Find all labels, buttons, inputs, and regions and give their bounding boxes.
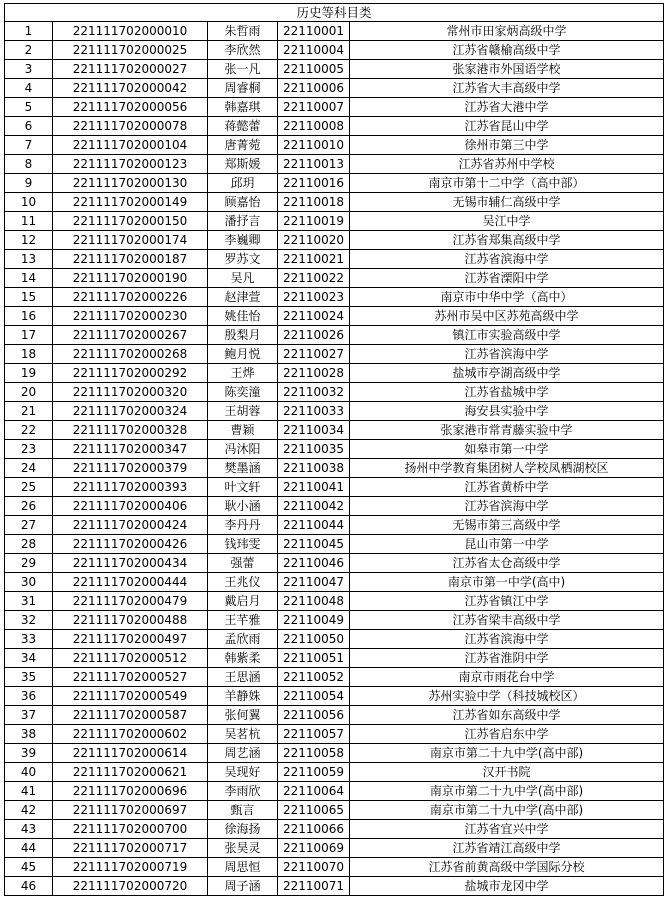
- cell-number[interactable]: 31: [5, 592, 53, 611]
- cell-school[interactable]: 吴江中学: [350, 212, 664, 231]
- cell-code[interactable]: 22110004: [278, 41, 350, 60]
- cell-code[interactable]: 22110046: [278, 554, 350, 573]
- cell-school[interactable]: 江苏省昆山中学: [350, 117, 664, 136]
- cell-number[interactable]: 25: [5, 478, 53, 497]
- table-row: [5, 307, 664, 326]
- cell-number[interactable]: 24: [5, 459, 53, 478]
- table-row: [5, 858, 664, 877]
- cell-school[interactable]: 张家港市外国语学校: [350, 60, 664, 79]
- cell-exam-id[interactable]: 221111702000056: [53, 98, 208, 117]
- cell-school[interactable]: 昆山市第一中学: [350, 535, 664, 554]
- table-row: [5, 117, 664, 136]
- cell-number[interactable]: 14: [5, 269, 53, 288]
- table-row: [5, 839, 664, 858]
- cell-number[interactable]: 44: [5, 839, 53, 858]
- cell-exam-id[interactable]: 221111702000393: [53, 478, 208, 497]
- table-body: [5, 4, 664, 896]
- cell-student-name[interactable]: 冯沐阳: [208, 440, 278, 459]
- cell-number[interactable]: 43: [5, 820, 53, 839]
- cell-code[interactable]: 22110016: [278, 174, 350, 193]
- cell-school[interactable]: 海安县实验中学: [350, 402, 664, 421]
- cell-school[interactable]: 镇江市实验高级中学: [350, 326, 664, 345]
- cell-exam-id[interactable]: 221111702000697: [53, 801, 208, 820]
- cell-number[interactable]: 7: [5, 136, 53, 155]
- cell-student-name[interactable]: 张一凡: [208, 60, 278, 79]
- cell-code[interactable]: 22110058: [278, 744, 350, 763]
- cell-school[interactable]: 张家港市常青藤实验中学: [350, 421, 664, 440]
- cell-exam-id[interactable]: 221111702000719: [53, 858, 208, 877]
- cell-code[interactable]: 22110065: [278, 801, 350, 820]
- cell-school[interactable]: 江苏省靖江高级中学: [350, 839, 664, 858]
- cell-school[interactable]: 江苏省滨海中学: [350, 345, 664, 364]
- cell-school[interactable]: 江苏省前黄高级中学国际分校: [350, 858, 664, 877]
- cell-number[interactable]: 11: [5, 212, 53, 231]
- cell-exam-id[interactable]: 221111702000717: [53, 839, 208, 858]
- table-row: [5, 41, 664, 60]
- cell-school[interactable]: 江苏省镇江中学: [350, 592, 664, 611]
- cell-code[interactable]: 22110019: [278, 212, 350, 231]
- cell-school[interactable]: 盐城市龙冈中学: [350, 877, 664, 896]
- cell-school[interactable]: 南京市第二十九中学(高中部): [350, 801, 664, 820]
- spreadsheet-sheet: [4, 3, 664, 896]
- table-row: [5, 535, 664, 554]
- cell-school[interactable]: 江苏省溧阳中学: [350, 269, 664, 288]
- cell-student-name[interactable]: 钱玮雯: [208, 535, 278, 554]
- cell-number[interactable]: 33: [5, 630, 53, 649]
- cell-number[interactable]: 17: [5, 326, 53, 345]
- cell-school[interactable]: 江苏省太仓高级中学: [350, 554, 664, 573]
- cell-school[interactable]: 江苏省苏州中学校: [350, 155, 664, 174]
- cell-number[interactable]: 36: [5, 687, 53, 706]
- cell-number[interactable]: 12: [5, 231, 53, 250]
- table-row: [5, 22, 664, 41]
- cell-number[interactable]: 45: [5, 858, 53, 877]
- cell-exam-id[interactable]: 221111702000130: [53, 174, 208, 193]
- cell-school[interactable]: 盐城市亭湖高级中学: [350, 364, 664, 383]
- cell-exam-id[interactable]: 221111702000512: [53, 649, 208, 668]
- cell-school[interactable]: 南京市第二十九中学(高中部): [350, 744, 664, 763]
- table-row: [5, 364, 664, 383]
- cell-exam-id[interactable]: 221111702000150: [53, 212, 208, 231]
- cell-school[interactable]: 江苏省淮阴中学: [350, 649, 664, 668]
- cell-exam-id[interactable]: 221111702000268: [53, 345, 208, 364]
- cell-code[interactable]: 22110051: [278, 649, 350, 668]
- cell-code[interactable]: 22110064: [278, 782, 350, 801]
- cell-code[interactable]: 22110006: [278, 79, 350, 98]
- table-row: [5, 630, 664, 649]
- table-row: [5, 231, 664, 250]
- table-row: [5, 288, 664, 307]
- cell-number[interactable]: 26: [5, 497, 53, 516]
- cell-student-name[interactable]: 朱哲雨: [208, 22, 278, 41]
- cell-exam-id[interactable]: 221111702000027: [53, 60, 208, 79]
- cell-exam-id[interactable]: 221111702000292: [53, 364, 208, 383]
- table-row: [5, 193, 664, 212]
- cell-exam-id[interactable]: 221111702000328: [53, 421, 208, 440]
- table-row: [5, 611, 664, 630]
- cell-number[interactable]: 32: [5, 611, 53, 630]
- cell-number[interactable]: 19: [5, 364, 53, 383]
- cell-number[interactable]: 22: [5, 421, 53, 440]
- table-row: [5, 592, 664, 611]
- cell-code[interactable]: 22110010: [278, 136, 350, 155]
- cell-student-name[interactable]: 周思恒: [208, 858, 278, 877]
- table-row: [5, 478, 664, 497]
- cell-code[interactable]: 22110005: [278, 60, 350, 79]
- cell-code[interactable]: 22110020: [278, 231, 350, 250]
- cell-code[interactable]: 22110057: [278, 725, 350, 744]
- cell-code[interactable]: 22110035: [278, 440, 350, 459]
- cell-number[interactable]: 4: [5, 79, 53, 98]
- cell-number[interactable]: 20: [5, 383, 53, 402]
- cell-code[interactable]: 22110056: [278, 706, 350, 725]
- cell-code[interactable]: 22110038: [278, 459, 350, 478]
- cell-school[interactable]: 江苏省启东中学: [350, 725, 664, 744]
- cell-code[interactable]: 22110024: [278, 307, 350, 326]
- cell-number[interactable]: 6: [5, 117, 53, 136]
- cell-number[interactable]: 46: [5, 877, 53, 896]
- cell-code[interactable]: 22110018: [278, 193, 350, 212]
- cell-student-name[interactable]: 孟欣雨: [208, 630, 278, 649]
- cell-student-name[interactable]: 王兆仪: [208, 573, 278, 592]
- cell-exam-id[interactable]: 221111702000078: [53, 117, 208, 136]
- cell-exam-id[interactable]: 221111702000696: [53, 782, 208, 801]
- cell-code[interactable]: 22110023: [278, 288, 350, 307]
- cell-student-name[interactable]: 周艺涵: [208, 744, 278, 763]
- cell-student-name[interactable]: 甄言: [208, 801, 278, 820]
- cell-school[interactable]: 江苏省郑集高级中学: [350, 231, 664, 250]
- cell-code[interactable]: 22110034: [278, 421, 350, 440]
- table-row: [5, 383, 664, 402]
- cell-student-name[interactable]: 李雨欣: [208, 782, 278, 801]
- cell-school[interactable]: 无锡市第三高级中学: [350, 516, 664, 535]
- cell-student-name[interactable]: 周睿桐: [208, 79, 278, 98]
- table-row: [5, 155, 664, 174]
- cell-school[interactable]: 江苏省如东高级中学: [350, 706, 664, 725]
- cell-school[interactable]: 江苏省滨海中学: [350, 250, 664, 269]
- cell-student-name[interactable]: 王思涵: [208, 668, 278, 687]
- cell-school[interactable]: 南京市雨花台中学: [350, 668, 664, 687]
- cell-exam-id[interactable]: 221111702000720: [53, 877, 208, 896]
- cell-student-name[interactable]: 李丹丹: [208, 516, 278, 535]
- table-row: [5, 554, 664, 573]
- table-title[interactable]: 历史等科目类: [5, 4, 664, 22]
- cell-student-name[interactable]: 樊墨涵: [208, 459, 278, 478]
- cell-student-name[interactable]: 曹颖: [208, 421, 278, 440]
- cell-exam-id[interactable]: 221111702000621: [53, 763, 208, 782]
- cell-number[interactable]: 40: [5, 763, 53, 782]
- cell-code[interactable]: 22110013: [278, 155, 350, 174]
- cell-code[interactable]: 22110042: [278, 497, 350, 516]
- table-row: [5, 668, 664, 687]
- cell-student-name[interactable]: 潘抒言: [208, 212, 278, 231]
- cell-code[interactable]: 22110059: [278, 763, 350, 782]
- cell-school[interactable]: 江苏省盐城中学: [350, 383, 664, 402]
- cell-school[interactable]: 江苏省大丰高级中学: [350, 79, 664, 98]
- table-row: [5, 820, 664, 839]
- cell-student-name[interactable]: 戴启月: [208, 592, 278, 611]
- student-table: [4, 3, 664, 896]
- cell-school[interactable]: 南京市第二十九中学(高中部): [350, 782, 664, 801]
- cell-exam-id[interactable]: 221111702000347: [53, 440, 208, 459]
- cell-code[interactable]: 22110071: [278, 877, 350, 896]
- cell-exam-id[interactable]: 221111702000230: [53, 307, 208, 326]
- cell-exam-id[interactable]: 221111702000320: [53, 383, 208, 402]
- cell-code[interactable]: 22110044: [278, 516, 350, 535]
- cell-student-name[interactable]: 鲍月悦: [208, 345, 278, 364]
- cell-exam-id[interactable]: 221111702000149: [53, 193, 208, 212]
- table-row: [5, 60, 664, 79]
- table-row: [5, 421, 664, 440]
- table-row: [5, 763, 664, 782]
- cell-number[interactable]: 28: [5, 535, 53, 554]
- table-row: [5, 877, 664, 896]
- table-row: [5, 725, 664, 744]
- cell-student-name[interactable]: 蒋懿蕾: [208, 117, 278, 136]
- cell-code[interactable]: 22110008: [278, 117, 350, 136]
- cell-student-name[interactable]: 陈奕潼: [208, 383, 278, 402]
- table-row: [5, 345, 664, 364]
- cell-student-name[interactable]: 韩嘉琪: [208, 98, 278, 117]
- table-row: [5, 98, 664, 117]
- cell-exam-id[interactable]: 221111702000406: [53, 497, 208, 516]
- cell-student-name[interactable]: 王烨: [208, 364, 278, 383]
- cell-number[interactable]: 42: [5, 801, 53, 820]
- cell-exam-id[interactable]: 221111702000104: [53, 136, 208, 155]
- cell-school[interactable]: 南京市第十二中学（高中部）: [350, 174, 664, 193]
- table-row: [5, 326, 664, 345]
- cell-exam-id[interactable]: 221111702000324: [53, 402, 208, 421]
- cell-exam-id[interactable]: 221111702000424: [53, 516, 208, 535]
- cell-code[interactable]: 22110045: [278, 535, 350, 554]
- cell-school[interactable]: 汉开书院: [350, 763, 664, 782]
- cell-number[interactable]: 23: [5, 440, 53, 459]
- cell-code[interactable]: 22110069: [278, 839, 350, 858]
- cell-school[interactable]: 江苏省宜兴中学: [350, 820, 664, 839]
- table-row: [5, 174, 664, 193]
- cell-student-name[interactable]: 李巍卿: [208, 231, 278, 250]
- cell-exam-id[interactable]: 221111702000434: [53, 554, 208, 573]
- cell-student-name[interactable]: 强蕾: [208, 554, 278, 573]
- cell-code[interactable]: 22110047: [278, 573, 350, 592]
- cell-exam-id[interactable]: 221111702000267: [53, 326, 208, 345]
- table-row: [5, 459, 664, 478]
- cell-number[interactable]: 39: [5, 744, 53, 763]
- cell-exam-id[interactable]: 221111702000587: [53, 706, 208, 725]
- cell-exam-id[interactable]: 221111702000479: [53, 592, 208, 611]
- cell-number[interactable]: 15: [5, 288, 53, 307]
- cell-student-name[interactable]: 耿小涵: [208, 497, 278, 516]
- cell-student-name[interactable]: 王芊雅: [208, 611, 278, 630]
- cell-student-name[interactable]: 赵津萱: [208, 288, 278, 307]
- cell-number[interactable]: 5: [5, 98, 53, 117]
- cell-code[interactable]: 22110033: [278, 402, 350, 421]
- table-row: [5, 440, 664, 459]
- table-row: [5, 497, 664, 516]
- table-row: [5, 516, 664, 535]
- cell-code[interactable]: 22110070: [278, 858, 350, 877]
- cell-student-name[interactable]: 吴现好: [208, 763, 278, 782]
- cell-number[interactable]: 9: [5, 174, 53, 193]
- cell-exam-id[interactable]: 221111702000602: [53, 725, 208, 744]
- cell-exam-id[interactable]: 221111702000010: [53, 22, 208, 41]
- table-row: [5, 402, 664, 421]
- cell-exam-id[interactable]: 221111702000226: [53, 288, 208, 307]
- cell-school[interactable]: 常州市田家炳高级中学: [350, 22, 664, 41]
- table-row: [5, 687, 664, 706]
- cell-student-name[interactable]: 张昊灵: [208, 839, 278, 858]
- cell-code[interactable]: 22110054: [278, 687, 350, 706]
- cell-student-name[interactable]: 李欣然: [208, 41, 278, 60]
- cell-school[interactable]: 南京市第一中学(高中): [350, 573, 664, 592]
- cell-code[interactable]: 22110032: [278, 383, 350, 402]
- cell-code[interactable]: 22110050: [278, 630, 350, 649]
- cell-number[interactable]: 21: [5, 402, 53, 421]
- cell-exam-id[interactable]: 221111702000042: [53, 79, 208, 98]
- cell-number[interactable]: 10: [5, 193, 53, 212]
- cell-code[interactable]: 22110048: [278, 592, 350, 611]
- cell-number[interactable]: 38: [5, 725, 53, 744]
- cell-number[interactable]: 13: [5, 250, 53, 269]
- cell-student-name[interactable]: 韩紫柔: [208, 649, 278, 668]
- cell-exam-id[interactable]: 221111702000497: [53, 630, 208, 649]
- cell-code[interactable]: 22110066: [278, 820, 350, 839]
- cell-student-name[interactable]: 唐菁菀: [208, 136, 278, 155]
- cell-school[interactable]: 南京市中华中学（高中）: [350, 288, 664, 307]
- cell-code[interactable]: 22110027: [278, 345, 350, 364]
- cell-exam-id[interactable]: 221111702000426: [53, 535, 208, 554]
- cell-school[interactable]: 苏州市吴中区苏苑高级中学: [350, 307, 664, 326]
- cell-student-name[interactable]: 叶文轩: [208, 478, 278, 497]
- cell-school[interactable]: 无锡市辅仁高级中学: [350, 193, 664, 212]
- cell-student-name[interactable]: 姚佳怡: [208, 307, 278, 326]
- cell-code[interactable]: 22110052: [278, 668, 350, 687]
- cell-number[interactable]: 41: [5, 782, 53, 801]
- header-row: [5, 4, 664, 22]
- cell-exam-id[interactable]: 221111702000379: [53, 459, 208, 478]
- cell-number[interactable]: 27: [5, 516, 53, 535]
- cell-school[interactable]: 江苏省赣榆高级中学: [350, 41, 664, 60]
- cell-school[interactable]: 扬州中学教育集团树人学校凤栖湖校区: [350, 459, 664, 478]
- cell-number[interactable]: 30: [5, 573, 53, 592]
- cell-student-name[interactable]: 吴凡: [208, 269, 278, 288]
- cell-exam-id[interactable]: 221111702000700: [53, 820, 208, 839]
- table-row: [5, 269, 664, 288]
- cell-code[interactable]: 22110028: [278, 364, 350, 383]
- cell-code[interactable]: 22110049: [278, 611, 350, 630]
- cell-number[interactable]: 34: [5, 649, 53, 668]
- cell-number[interactable]: 1: [5, 22, 53, 41]
- table-row: [5, 250, 664, 269]
- cell-student-name[interactable]: 张何翼: [208, 706, 278, 725]
- cell-school[interactable]: 徐州市第三中学: [350, 136, 664, 155]
- cell-school[interactable]: 江苏省梁丰高级中学: [350, 611, 664, 630]
- table-row: [5, 801, 664, 820]
- cell-exam-id[interactable]: 221111702000444: [53, 573, 208, 592]
- cell-exam-id[interactable]: 221111702000174: [53, 231, 208, 250]
- cell-number[interactable]: 29: [5, 554, 53, 573]
- cell-student-name[interactable]: 殷梨月: [208, 326, 278, 345]
- cell-code[interactable]: 22110022: [278, 269, 350, 288]
- cell-number[interactable]: 16: [5, 307, 53, 326]
- cell-code[interactable]: 22110026: [278, 326, 350, 345]
- table-row: [5, 782, 664, 801]
- cell-school[interactable]: 江苏省滨海中学: [350, 630, 664, 649]
- cell-exam-id[interactable]: 221111702000190: [53, 269, 208, 288]
- table-row: [5, 79, 664, 98]
- cell-number[interactable]: 2: [5, 41, 53, 60]
- cell-code[interactable]: 22110001: [278, 22, 350, 41]
- cell-code[interactable]: 22110041: [278, 478, 350, 497]
- cell-exam-id[interactable]: 221111702000488: [53, 611, 208, 630]
- cell-exam-id[interactable]: 221111702000187: [53, 250, 208, 269]
- cell-number[interactable]: 35: [5, 668, 53, 687]
- cell-number[interactable]: 3: [5, 60, 53, 79]
- cell-exam-id[interactable]: 221111702000549: [53, 687, 208, 706]
- cell-school[interactable]: 江苏省大港中学: [350, 98, 664, 117]
- table-row: [5, 649, 664, 668]
- table-row: [5, 744, 664, 763]
- cell-student-name[interactable]: 邱玥: [208, 174, 278, 193]
- cell-school[interactable]: 江苏省滨海中学: [350, 497, 664, 516]
- cell-school[interactable]: 苏州实验中学（科技城校区）: [350, 687, 664, 706]
- cell-number[interactable]: 8: [5, 155, 53, 174]
- cell-student-name[interactable]: 吴茗杭: [208, 725, 278, 744]
- table-row: [5, 706, 664, 725]
- cell-student-name[interactable]: 羊静姝: [208, 687, 278, 706]
- table-row: [5, 573, 664, 592]
- cell-code[interactable]: 22110021: [278, 250, 350, 269]
- cell-exam-id[interactable]: 221111702000025: [53, 41, 208, 60]
- cell-school[interactable]: 如皋市第一中学: [350, 440, 664, 459]
- cell-student-name[interactable]: 周子涵: [208, 877, 278, 896]
- cell-number[interactable]: 37: [5, 706, 53, 725]
- cell-student-name[interactable]: 徐海扬: [208, 820, 278, 839]
- cell-exam-id[interactable]: 221111702000614: [53, 744, 208, 763]
- cell-exam-id[interactable]: 221111702000527: [53, 668, 208, 687]
- cell-student-name[interactable]: 王胡蓉: [208, 402, 278, 421]
- cell-student-name[interactable]: 罗苏文: [208, 250, 278, 269]
- cell-number[interactable]: 18: [5, 345, 53, 364]
- table-row: [5, 212, 664, 231]
- table-row: [5, 136, 664, 155]
- cell-code[interactable]: 22110007: [278, 98, 350, 117]
- cell-exam-id[interactable]: 221111702000123: [53, 155, 208, 174]
- cell-student-name[interactable]: 顾嘉怡: [208, 193, 278, 212]
- cell-student-name[interactable]: 郑斯媛: [208, 155, 278, 174]
- cell-school[interactable]: 江苏省黄桥中学: [350, 478, 664, 497]
